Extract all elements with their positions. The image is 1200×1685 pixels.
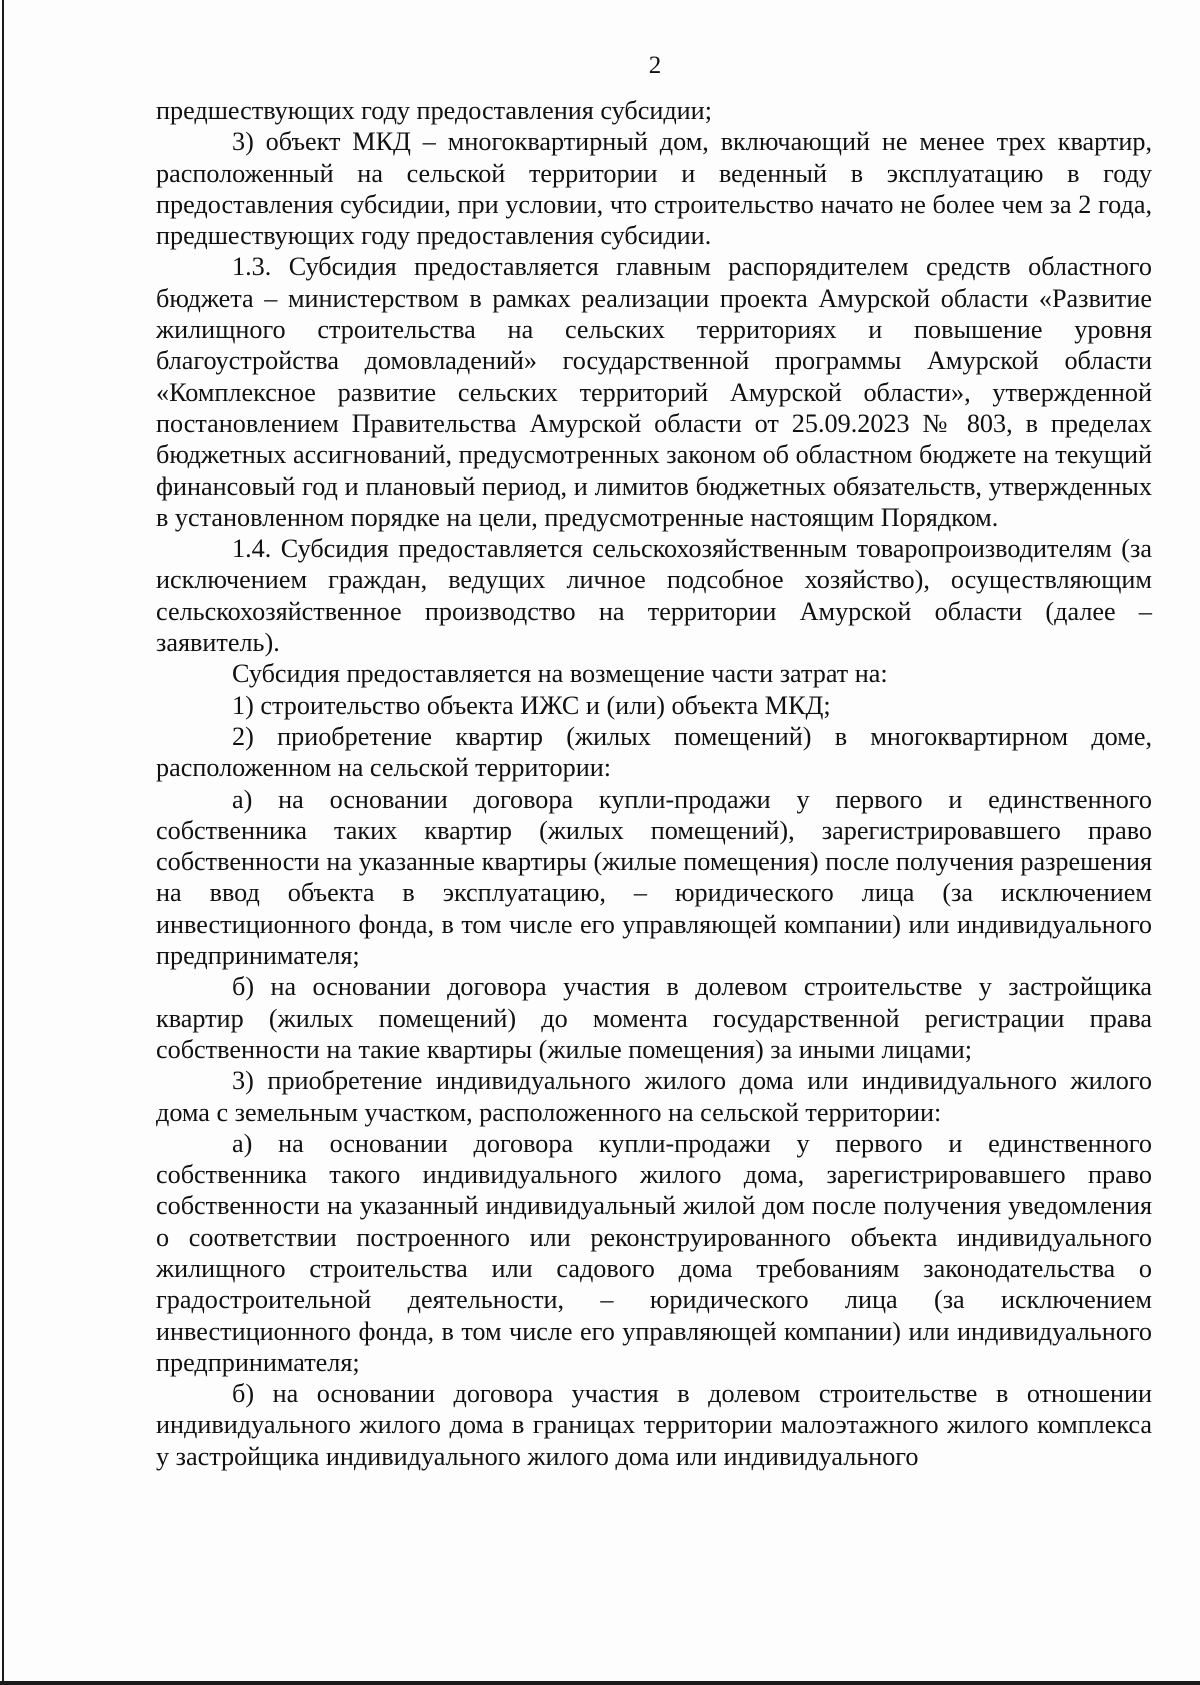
document-body (156, 95, 1152, 1472)
paragraph-subsidy-purpose: Субсидия предоставляется на возмещение части затрат на: (232, 659, 888, 689)
paragraph-purpose-1: 1) строительство объекта ИЖС и (или) объекта МКД; (232, 690, 831, 720)
scan-bottom-edge (0, 1681, 1200, 1685)
paragraph-purpose-3: 3) приобретение индивидуального жилого дома или индивидуального жилого дома с земельным участком, расположенного на сельской территории: (156, 1066, 1152, 1127)
paragraph-continuation: предшествующих году предоставления субсидии; (156, 96, 712, 125)
page-number: 2 (648, 52, 662, 79)
paragraph-purpose-3b: б) на основании договора участия в долевом строительстве в отношении индивидуального жилого дома в границах территории малоэтажного жилого комплекса у застройщика индивидуального жилого дома или индивидуального (156, 1379, 1152, 1471)
paragraph-purpose-2a: а) на основании договора купли-продажи у первого и единственного собственника таких квартир (жилых помещений), зарегистрировавшего право собственности на указанные квартиры (жилые помещения) после получения разрешения на ввод объекта в эксплуатацию, – юридического лица (за исключением инвестиционного фонда, в том числе его управляющей компании) или индивидуального предпринимателя; (156, 784, 1152, 971)
paragraph-purpose-2: 2) приобретение квартир (жилых помещений) в многоквартирном доме, расположенном на сельской территории: (156, 721, 1152, 783)
paragraph-1-4: 1.4. Субсидия предоставляется сельскохозяйственным товаропроизводителям (за исключением граждан, ведущих личное подсобное хозяйство), осуществляющим сельскохозяйственное производство на территории Амурской области (далее – заявитель). (156, 534, 1152, 658)
paragraph-purpose-2b: б) на основании договора участия в долевом строительстве у застройщика квартир (жилых помещений) до момента государственной регистрации права собственности на такие квартиры (жилые помещения) за иными лицами; (156, 972, 1152, 1064)
paragraph-1-3: 1.3. Субсидия предоставляется главным распорядителем средств областного бюджета – министерством в рамках реализации проекта Амурской области «Развитие жилищного строительства на сельских территориях и повышение уровня благоустройства домовладений» государственной программы Амурской области «Комплексное развитие сельских территорий Амурской области», утвержденной постановлением Правительства Амурской области от 25.09.2023 № 803, в пределах бюджетных ассигнований, предусмотренных законом об областном бюджете на текущий финансовый год и плановый период, и лимитов бюджетных обязательств, утвержденных в установленном порядке на цели, предусмотренные настоящим Порядком. (156, 252, 1152, 532)
paragraph-item-3-mkd: 3) объект МКД – многоквартирный дом, включающий не менее трех квартир, расположенный на сельской территории и веденный в эксплуатацию в году предоставления субсидии, при условии, что строительство начато не более чем за 2 года, предшествующих году предоставления субсидии. (156, 127, 1152, 251)
scan-left-edge (2, 0, 4, 1685)
paragraph-purpose-3a: а) на основании договора купли-продажи у первого и единственного собственника такого индивидуального жилого дома, зарегистрировавшего право собственности на указанный индивидуальный жилой дом после получения уведомления о соответствии построенного или реконструированного объекта индивидуального жилищного строительства или садового дома требованиям законодательства о градостроительной деятельности, – юридического лица (за исключением инвестиционного фонда, в том числе его управляющей компании) или индивидуального предпринимателя; (156, 1128, 1152, 1377)
